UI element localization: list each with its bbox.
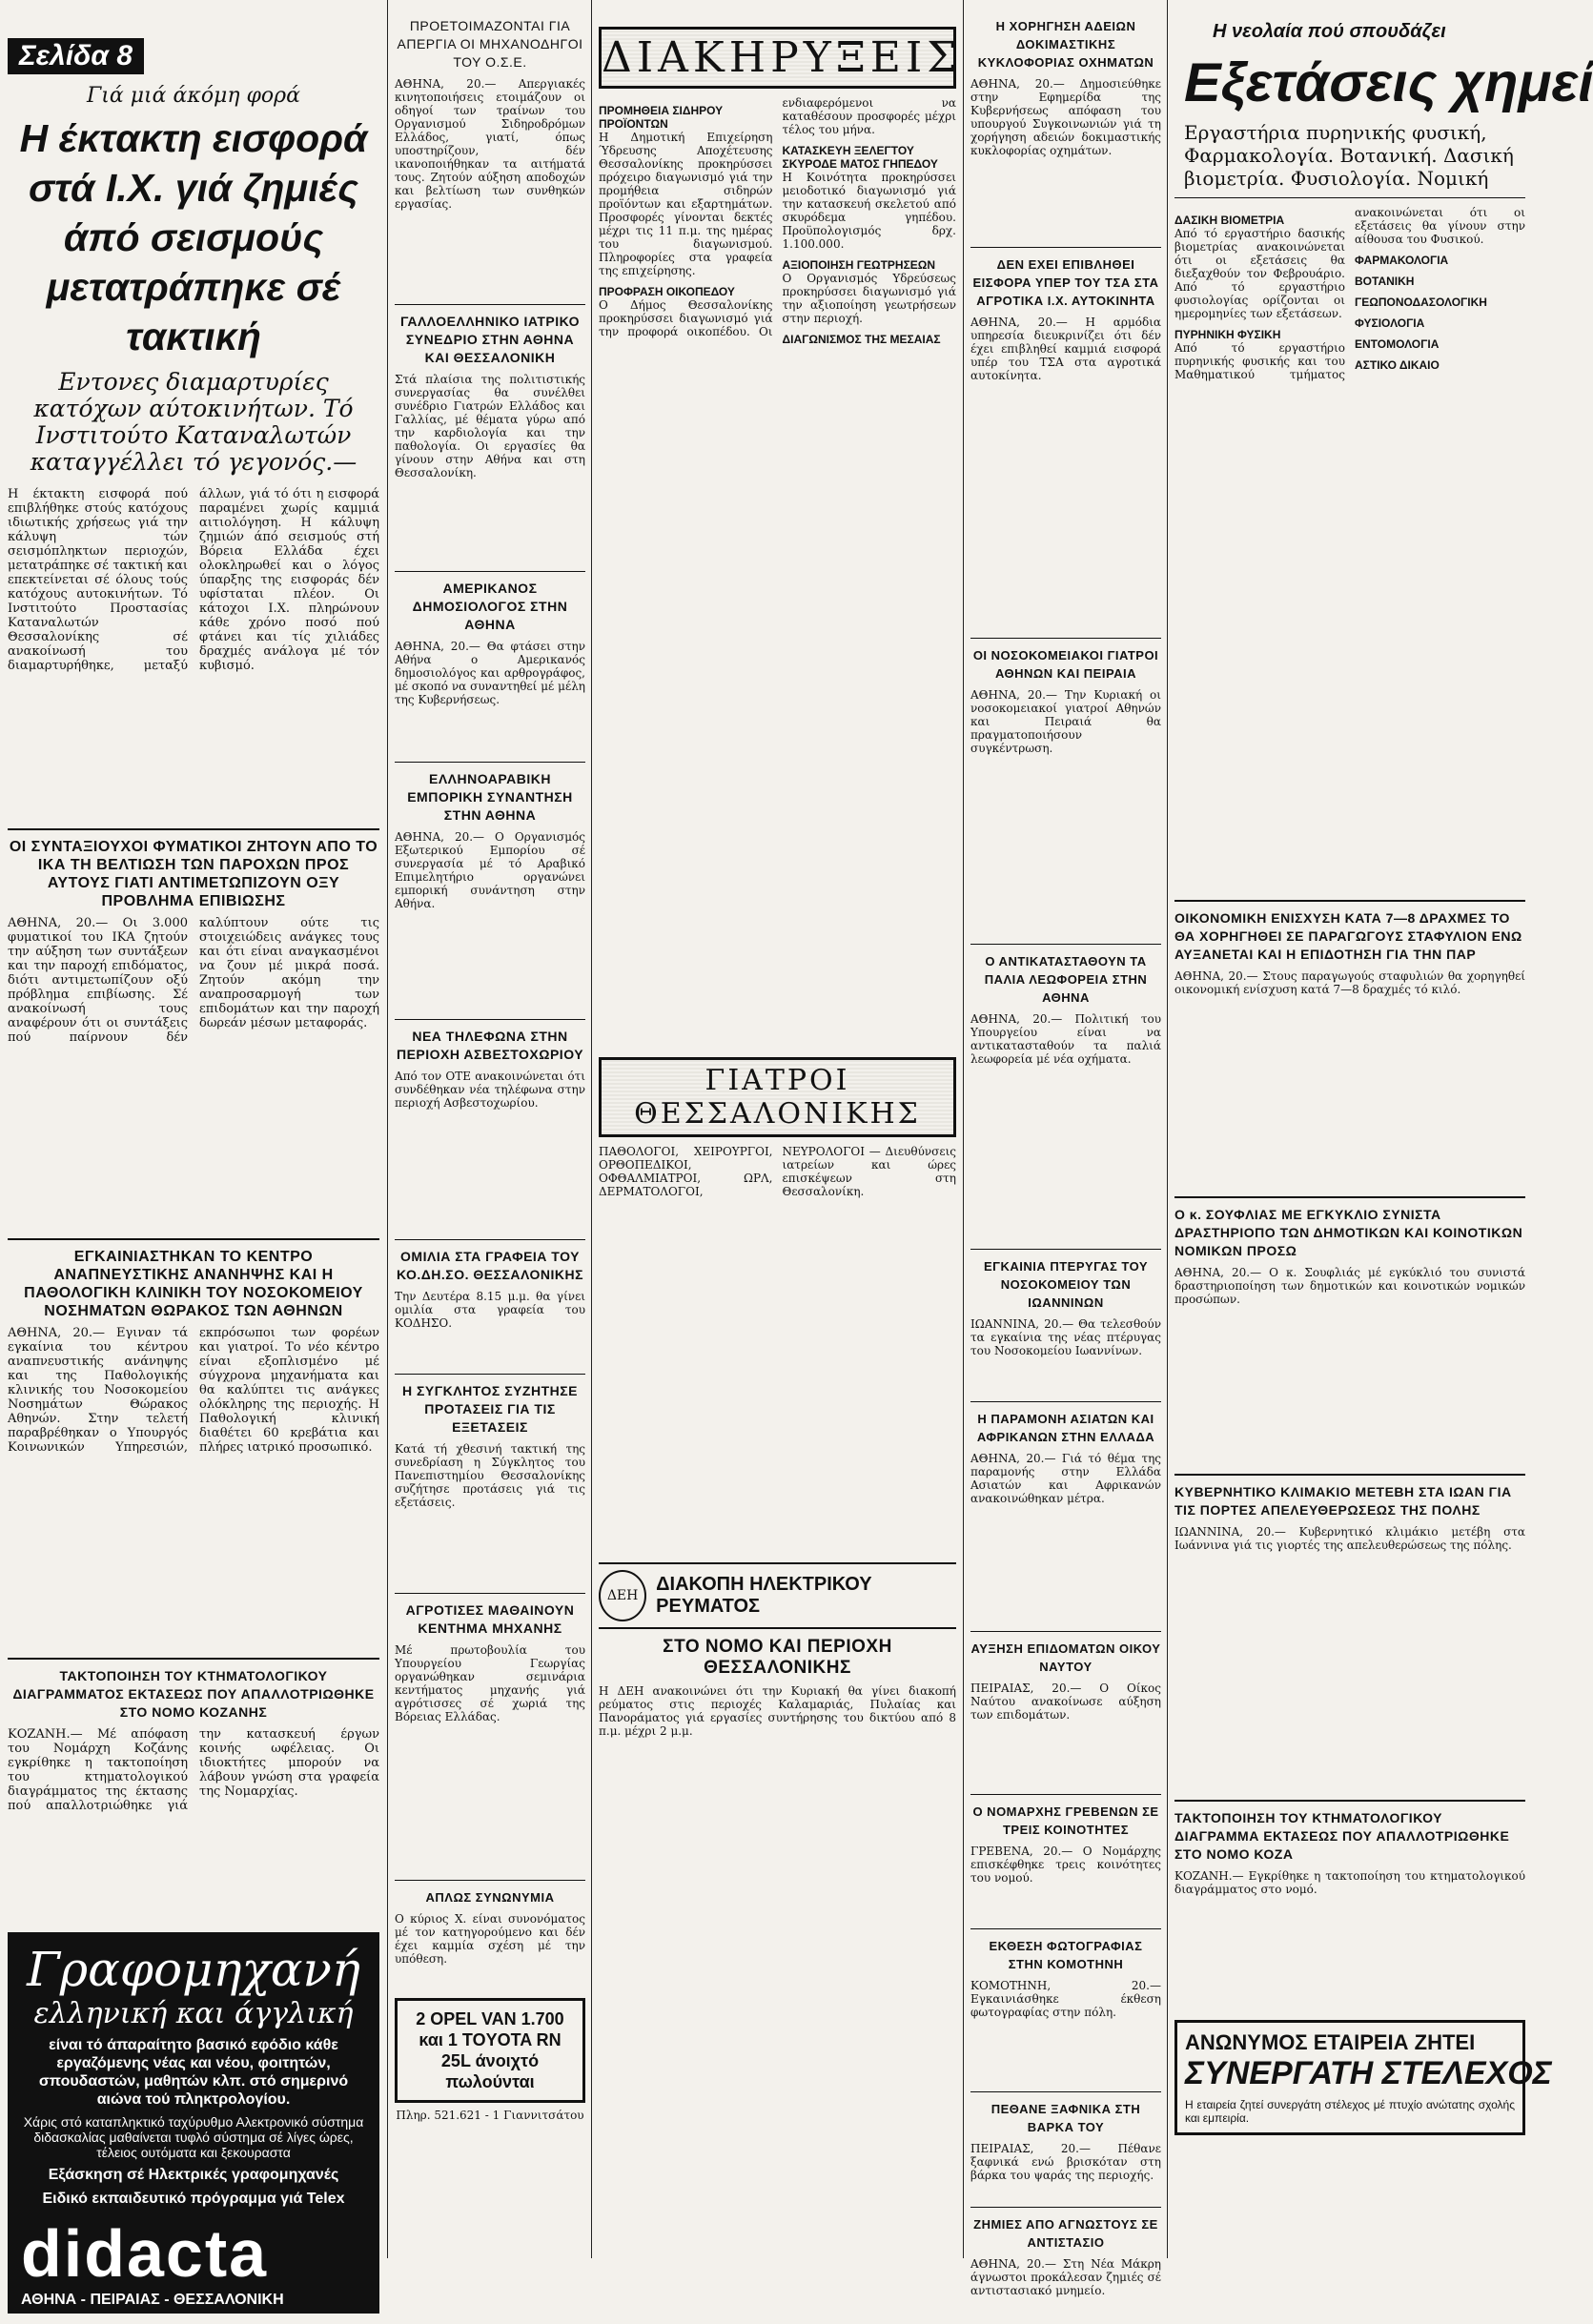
- text-stadium-frame: Η Κοινότητα προκηρύσσει μειοδοτικό διαγωνισμό γιά την κατασκευή σκελετού από σκυρόδεμα γηπέδου. Προϋπολογισμός δρχ. 1.100.000.: [782, 171, 956, 251]
- article-kozani-cadastre-2: ΚΟΖΑΝΗ.— Εγκρίθηκε η τακτοποίηση του κτηματολογικού διαγράμματος στο νομό.: [1174, 1869, 1525, 1896]
- headline-old-buses: Ο ΑΝΤΙΚΑΤΑΣΤΑΘΟΥΝ ΤΑ ΠΑΛΙΑ ΛΕΩΦΟΡΕΙΑ ΣΤΗΝ ΑΘΗΝΑ: [984, 954, 1148, 1005]
- headline-american-journalist: ΑΜΕΡΙΚΑΝΟΣ ΔΗΜΟΣΙΟΛΟΓΟΣ ΣΤΗΝ ΑΘΗΝΑ: [412, 581, 568, 632]
- opel-ad-phone: Πληρ. 521.621 - 1 Γιαννιτσάτου: [396, 2109, 584, 2122]
- lead-headline: Η έκτακτη εισφορά στά Ι.Χ. γιά ζημιές άπό σεισμούς μετατράπηκε σέ τακτική: [19, 116, 368, 358]
- article-died-boat: ΠΕΙΡΑΙΑΣ, 20.— Πέθανε ξαφνικά ενώ βρισκόταν στη βάρκα του ψαράς της περιοχής.: [970, 2142, 1161, 2182]
- article-senate-exams: Κατά τή χθεσινή τακτική της συνεδρίαση η Σύγκλητος του Πανεπιστημίου Θεσσαλονίκης συζήτησε προτάσεις γιά τις εξετάσεις.: [395, 1442, 585, 1509]
- headline-asians-africans: Η ΠΑΡΑΜΟΝΗ ΑΣΙΑΤΩΝ ΚΑΙ ΑΦΡΙΚΑΝΩΝ ΣΤΗΝ ΕΛΛΑΔΑ: [976, 1412, 1155, 1444]
- lead-body: Η έκτακτη εισφορά πού επιβλήθηκε στούς κατόχους ιδιωτικής χρήσεως γιά την κάλυψη τών σεισμόπληκτων περιοχών, μετατράπηκε σέ τακτική και επεκτείνεται σέ όλους τούς κατόχους αυτοκινήτων. Τό Ινστιτούτο Προστασίας Καταναλωτών Θεσσαλονίκης σέ ανακοίνωσή του διαμαρτυρήθηκε, μεταξύ άλλων, γιά τό ότι η εισφορά παραμένει χωρίς καμμιά αιτιολόγηση. Η κάλυψη ζημιών άπό σεισμούς στή Βόρεια Ελλάδα έχει ολοκληρωθεί και ο λόγος ύπαρξης της εισφοράς δέν υφίσταται πλέον. Οι κάτοχοι Ι.Χ. πληρώνουν κάθε χρόνο ποσό πού φτάνει και τίς χιλιάδες δραχμές ανάλογα μέ τόν κυβισμό.: [8, 487, 379, 673]
- diakirikseis-columns: [599, 96, 956, 1050]
- sub-civil-law: ΑΣΤΙΚΟ ΔΙΚΑΙΟ: [1355, 358, 1440, 372]
- headline-test-plates: Η ΧΟΡΗΓΗΣΗ ΑΔΕΙΩΝ ΔΟΚΙΜΑΣΤΙΚΗΣ ΚΥΚΛΟΦΟΡΙΑΣ ΟΧΗΜΑΤΩΝ: [977, 19, 1154, 70]
- sub-forest-biometry: ΔΑΣΙΚΗ ΒΙΟΜΕΤΡΙΑ: [1174, 214, 1285, 227]
- youth-kicker: Η νεολαία πού σπουδάζει: [1213, 21, 1446, 42]
- article-embroidery: Μέ πρωτοβουλία του Υπουργείου Γεωργίας οργανώθηκαν σεμινάρια κεντήματος μηχανής γιά αγρότισσες σέ χωριά της Βόρειας Ελλάδας.: [395, 1643, 585, 1723]
- article-greek-arab-meeting: ΑΘΗΝΑ, 20.— Ο Οργανισμός Εξωτερικού Εμπορίου σέ συνεργασία μέ τό Αραβικό Επιμελητήριο οργανώνει εμπορική συνάντηση στην Αθήνα.: [395, 830, 585, 910]
- sub-agri-forestry: ΓΕΩΠΟΝΟΔΑΣΟΛΟΓΙΚΗ: [1355, 296, 1487, 309]
- power-outage-header: [599, 1562, 956, 1629]
- article-komotini-photo: ΚΟΜΟΤΗΝΗ, 20.— Εγκαινιάσθηκε έκθεση φωτογραφίας στην πόλη.: [970, 1979, 1161, 2019]
- sub-iron-products: ΠΡΟΜΗΘΕΙΑ ΣΙΔΗΡΟΥ ΠΡΟΪΟΝΤΩΝ: [599, 104, 724, 131]
- article-namesake: Ο κύριος Χ. είναι συνονόματος μέ τον κατηγορούμενο και δέν έχει καμμία σχέση μέ την υπόθεση.: [395, 1912, 585, 1966]
- text-boreholes: Ο Οργανισμός Υδρεύσεως προκηρύσσει διαγωνισμό γιά την αξιοποίηση γεωτρήσεων στην περιοχή.: [782, 272, 956, 325]
- column-2: [395, 0, 585, 2258]
- column-5: [1174, 0, 1593, 2258]
- diakirikseis-banner: ΔΙΑΚΗΡΥΞΕΙΣ: [599, 27, 956, 89]
- headline-kodiso-talk: ΟΜΙΛΙΑ ΣΤΑ ΓΡΑΦΕΙΑ ΤΟΥ ΚΟ.ΔΗ.ΣΟ. ΘΕΣΣΑΛΟΝΙΚΗΣ: [397, 1249, 583, 1282]
- text-exams-b: Από τό εργαστήριο πυρηνικής φυσικής και του Μαθηματικού τμήματος ανακοινώνεται ότι οι εξετάσεις θα γίνουν στην αίθουσα του Φυσικού.: [1174, 206, 1525, 381]
- lead-deck: Εντονες διαμαρτυρίες κατόχων αύτοκινήτων. Τό Ινστιτούτο Καταναλωτών καταγγέλλει τό γεγονός.—: [30, 368, 357, 476]
- article-grevena-prefect: ΓΡΕΒΕΝΑ, 20.— Ο Νομάρχης επισκέφθηκε τρεις κοινότητες του νομού.: [970, 1845, 1161, 1885]
- sub-entomology: ΕΝΤΟΜΟΛΟΓΙΑ: [1355, 337, 1440, 351]
- opel-van-ad: [395, 1998, 585, 2103]
- ad-subtitle: ελληνική και άγγλική: [33, 1997, 354, 2030]
- headline-ioannina-delegation: ΚΥΒΕΡΝΗΤΙΚΟ ΚΛΙΜΑΚΙΟ ΜΕΤΕΒΗ ΣΤΑ ΙΩΑΝ ΓΙΑ ΤΙΣ ΠΟΡΤΕΣ ΑΠΕΛΕΥΘΕΡΩΣΕΩΣ ΤΗΣ ΠΟΛΗΣ: [1174, 1484, 1512, 1518]
- headline-greek-arab-meeting: ΕΛΛΗΝΟΑΡΑΒΙΚΗ ΕΜΠΟΡΙΚΗ ΣΥΝΑΝΤΗΣΗ ΣΤΗΝ ΑΘΗΝΑ: [407, 771, 573, 823]
- headline-ose-strike: ΠΡΟΕΤΟΙΜΑΖΟΝΤΑΙ ΓΙΑ ΑΠΕΡΓΙΑ ΟΙ ΜΗΧΑΝΟΔΗΓΟΙ ΤΟΥ Ο.Σ.Ε.: [397, 18, 583, 70]
- headline-grape-subsidy: ΟΙΚΟΝΟΜΙΚΗ ΕΝΙΣΧΥΣΗ ΚΑΤΑ 7—8 ΔΡΑΧΜΕΣ ΤΟ ΘΑ ΧΟΡΗΓΗΘΕΙ ΣΕ ΠΑΡΑΓΩΓΟΥΣ ΣΤΑΦΥΛΙΟΝ ΕΝΩ ΑΥΞΑΝΕΤΑΙ ΚΑΙ Η ΕΠΙΔΟΤΗΣΗ ΓΙΑ ΤΗΝ ΠΑΡ: [1174, 910, 1522, 962]
- ad-details: Χάρις στό καταπληκτικό ταχύρυθμο Αλεκτρονικό σύστημα διδασκαλίας μαθαίνεται τυφλό σύστημα σέ λίγες ώρες, τέλειος ουτόματα και ξεκουραστα: [23, 2114, 364, 2160]
- headline-souflias-circular: Ο κ. ΣΟΥΦΛΙΑΣ ΜΕ ΕΓΚΥΚΛΙΟ ΣΥΝΙΣΤΑ ΔΡΑΣΤΗΡΙΟΠΟ ΤΩΝ ΔΗΜΟΤΙΚΩΝ ΚΑΙ ΚΟΙΝΟΤΙΚΩΝ ΝΟΜΙΚΩΝ ΠΡΟΣΩ: [1174, 1207, 1523, 1258]
- doctors-list: ΠΑΘΟΛΟΓΟΙ, ΧΕΙΡΟΥΡΓΟΙ, ΟΡΘΟΠΕΔΙΚΟΙ, ΟΦΘΑΛΜΙΑΤΡΟΙ, ΩΡΛ, ΔΕΡΜΑΤΟΛΟΓΟΙ, ΝΕΥΡΟΛΟΓΟΙ — Διευθύνσεις ιατρείων και ώρες επισκέψεων στη Θεσσαλονίκη.: [599, 1145, 956, 1198]
- article-old-buses: ΑΘΗΝΑ, 20.— Πολιτική του Υπουργείου είναι να αντικατασταθούν τα παλιά λεωφορεία μέ νέα οχήματα.: [970, 1012, 1161, 1066]
- column-1: [8, 0, 379, 2308]
- headline-died-boat: ΠΕΘΑΝΕ ΞΑΦΝΙΚΑ ΣΤΗ ΒΑΡΚΑ ΤΟΥ: [991, 2102, 1141, 2134]
- doctors-banner: ΓΙΑΤΡΟΙ ΘΕΣΣΑΛΟΝΙΚΗΣ: [599, 1057, 956, 1137]
- sub-botany: ΒΟΤΑΝΙΚΗ: [1355, 275, 1415, 288]
- sub-pharmacology: ΦΑΡΜΑΚΟΛΟΓΙΑ: [1355, 254, 1449, 267]
- sub-nuclear-physics: ΠΥΡΗΝΙΚΗ ΦΥΣΙΚΗ: [1174, 328, 1281, 341]
- typewriter-ad: [8, 1932, 379, 2314]
- article-ioannina-wing: ΙΩΑΝΝΙΝΑ, 20.— Θα τελεσθούν τα εγκαίνια της νέας πτέρυγας του Νοσοκομείου Ιωαννίνων.: [970, 1317, 1161, 1357]
- headline-kozani-cadastre-2: ΤΑΚΤΟΠΟΙΗΣΗ ΤΟΥ ΚΤΗΜΑΤΟΛΟΓΙΚΟΥ ΔΙΑΓΡΑΜΜΑ ΕΚΤΑΣΕΩΣ ΠΟΥ ΑΠΑΛΛΟΤΡΙΩΘΗΚΕ ΣΤΟ ΝΟΜΟ ΚΟΖΑ: [1174, 1810, 1510, 1862]
- headline-embroidery: ΑΓΡΟΤΙΣΕΣ ΜΑΘΑΙΝΟΥΝ ΚΕΝΤΗΜΑ ΜΗΧΑΝΗΣ: [405, 1602, 575, 1636]
- article-souflias-circular: ΑΘΗΝΑ, 20.— Ο κ. Σουφλιάς μέ εγκύκλιό του συνιστά δραστηριοποίηση των δημοτικών και κοινοτικών νομικών προσώπων.: [1174, 1266, 1525, 1306]
- opel-ad-text: 2 OPEL VAN 1.700 και 1 TOYOTA RN 25L άνοιχτό πωλούνται: [416, 2009, 564, 2091]
- article-kicker: Γιά μιά άκόμη φορά: [87, 84, 300, 108]
- company-ad: [1174, 2020, 1552, 2135]
- ad-title: Γραφομηχανή: [27, 1942, 360, 1997]
- sub-boreholes: ΑΞΙΟΠΟΙΗΣΗ ΓΕΩΤΡΗΣΕΩΝ: [782, 258, 936, 272]
- article-hospital-doctors: ΑΘΗΝΑ, 20.— Την Κυριακή οι νοσοκομειακοί γιατροί Αθηνών και Πειραιά θα πραγματοποιήσουν συγκέντρωση.: [970, 688, 1161, 755]
- power-outage-title: ΔΙΑΚΟΠΗ ΗΛΕΚΤΡΙΚΟΥ ΡΕΥΜΑΤΟΣ: [656, 1574, 872, 1617]
- sub-media-contest: ΔΙΑΓΩΝΙΣΜΟΣ ΤΗΣ ΜΕΣΑΙΑΣ: [782, 333, 941, 346]
- headline-senate-exams: Η ΣΥΓΚΛΗΤΟΣ ΣΥΖΗΤΗΣΕ ΠΡΟΤΑΣΕΙΣ ΓΙΑ ΤΙΣ ΕΞΕΤΑΣΕΙΣ: [402, 1383, 578, 1435]
- company-ad-title: ΑΝΩΝΥΜΟΣ ΕΤΑΙΡΕΙΑ ΖΗΤΕΙ: [1185, 2030, 1476, 2054]
- article-kozani-cadastre: ΚΟΖΑΝΗ.— Μέ απόφαση του Νομάρχη Κοζάνης εγκρίθηκε η τακτοποίηση του κτηματολογικού διαγράμματος της έκτασης πού απαλλοτριώθηκε γιά την κατασκευή έργων κοινής ωφέλειας. Οι ιδιοκτήτες μπορούν να λάβουν γνώση στα γραφεία της Νομαρχίας.: [8, 1727, 379, 1813]
- text-iron-products: Η Δημοτική Επιχείρηση Ύδρευσης Αποχέτευσης Θεσσαλονίκης προκηρύσσει πρόχειρο διαγωνισμό γιά την προμήθεια σιδηρών προϊόντων και εξαρτημάτων. Προσφορές γίνονται δεκτές μέχρι τις 11 π.μ. της ημέρας του διαγωνισμού. Πληροφορίες στα γραφεία της επιχείρησης.: [599, 131, 773, 277]
- article-tsa-levy: ΑΘΗΝΑ, 20.— Η αρμόδια υπηρεσία διευκρινίζει ότι δέν έχει επιβληθεί καμμιά εισφορά υπέρ του ΤΣΑ στα αγροτικά αυτοκίνητα.: [970, 316, 1161, 382]
- article-american-journalist: ΑΘΗΝΑ, 20.— Θα φτάσει στην Αθήνα ο Αμερικανός δημοσιολόγος και αρθρογράφος, μέ σκοπό να συναντηθεί μέ μέλη της Κυβερνήσεως.: [395, 640, 585, 706]
- headline-medical-congress: ΓΑΛΛΟΕΛΛΗΝΙΚΟ ΙΑΤΡΙΚΟ ΣΥΝΕΔΡΙΟ ΣΤΗΝ ΑΘΗΝΑ ΚΑΙ ΘΕΣΣΑΛΟΝΙΚΗ: [399, 314, 581, 365]
- exams-columns: [1174, 206, 1525, 892]
- headline-ioannina-wing: ΕΓΚΑΙΝΙΑ ΠΤΕΡΥΓΑΣ ΤΟΥ ΝΟΣΟΚΟΜΕΙΟΥ ΤΩΝ ΙΩΑΝΝΙΝΩΝ: [983, 1259, 1149, 1310]
- ad-bullet-2: Ειδικό εκπαιδευτικό πρόγραμμα γιά Telex: [42, 2191, 345, 2207]
- exams-deck: Εργαστήρια πυρηνικής φυσική, Φαρμακολογία. Βοτανική. Δασική βιομετρία. Φυσιολογία. Νομική: [1184, 121, 1514, 190]
- article-kodiso-talk: Την Δευτέρα 8.15 μ.μ. θα γίνει ομιλία στα γραφεία του ΚΟΔΗΣΟ.: [395, 1290, 585, 1330]
- exams-title: Εξετάσεις χημεί: [1184, 51, 1593, 113]
- headline-komotini-photo: ΕΚΘΕΣΗ ΦΩΤΟΓΡΑΦΙΑΣ ΣΤΗΝ ΚΟΜΟΤΗΝΗ: [989, 1939, 1143, 1971]
- article-ose-strike: ΑΘΗΝΑ, 20.— Απεργιακές κινητοποιήσεις ετοιμάζουν οι οδηγοί των τραίνων του Οργανισμού Σιδηροδρόμων Ελλάδος, γιατί, όπως υποστηρίζουν, δέν ικανοποιήθηκαν τα αιτήματά τους. Ζητούν αύξηση αποδοχών και βελτίωση των συνθηκών εργασίας.: [395, 77, 585, 211]
- column-4: [970, 0, 1161, 2297]
- article-tb-pensioners: ΑΘΗΝΑ, 20.— Οι 3.000 φυματικοί του ΙΚΑ ζητούν την αύξηση των συντάξεων και την παροχή επιδόματος, διότι αντιμετωπίζουν οξύ πρόβλημα επιβίωσης. Σέ ανακοίνωσή τους αναφέρουν ότι οι συντάξεις πού παίρνουν δέν καλύπτουν ούτε τις στοιχειώδεις ανάγκες τους και ότι είναι αναγκασμένοι να ζουν μέ μικρά ποσά. Ζητούν ακόμη την αναπροσαρμογή των επιδομάτων και την παροχή δωρεάν μέσων μεταφοράς.: [8, 916, 379, 1045]
- article-medical-congress: Στά πλαίσια της πολιτιστικής συνεργασίας θα συνέλθει συνέδριο Γιατρών Ελλάδος και Γαλλίας, μέ θέματα γύρω από την καρδιολογία και την παθολογία. Οι εργασίες θα γίνουν στην Αθήνα και στη Θεσσαλονίκη.: [395, 373, 585, 479]
- headline-monument-damage: ΖΗΜΙΕΣ ΑΠΟ ΑΓΝΩΣΤΟΥΣ ΣΕ ΑΝΤΙΣΤΑΣΙΟ: [973, 2217, 1158, 2250]
- headline-respiratory-center: ΕΓΚΑΙΝΙΑΣΤΗΚΑΝ ΤΟ ΚΕΝΤΡΟ ΑΝΑΠΝΕΥΣΤΙΚΗΣ ΑΝΑΝΗΨΗΣ ΚΑΙ Η ΠΑΘΟΛΟΓΙΚΗ ΚΛΙΝΙΚΗ ΤΟΥ ΝΟΣΟΚΟΜΕΙΟΥ ΝΟΣΗΜΑΤΩΝ ΘΩΡΑΚΟΣ ΤΩΝ ΑΘΗΝΩΝ: [24, 1249, 363, 1319]
- headline-new-phones: ΝΕΑ ΤΗΛΕΦΩΝΑ ΣΤΗΝ ΠΕΡΙΟΧΗ ΑΣΒΕΣΤΟΧΩΡΙΟΥ: [396, 1029, 584, 1062]
- column-3: [599, 0, 962, 2258]
- headline-kozani-cadastre: ΤΑΚΤΟΠΟΙΗΣΗ ΤΟΥ ΚΤΗΜΑΤΟΛΟΓΙΚΟΥ ΔΙΑΓΡΑΜΜΑΤΟΣ ΕΚΤΑΣΕΩΣ ΠΟΥ ΑΠΑΛΛΟΤΡΙΩΘΗΚΕ ΣΤΟ ΝΟΜΟ ΚΟΖΑΝΗΣ: [12, 1668, 375, 1720]
- headline-tsa-levy: ΔΕΝ ΕΧΕΙ ΕΠΙΒΛΗΘΕΙ ΕΙΣΦΟΡΑ ΥΠΕΡ ΤΟΥ ΤΣΑ ΣΤΑ ΑΓΡΟΤΙΚΑ Ι.Χ. ΑΥΤΟΚΙΝΗΤΑ: [972, 257, 1159, 308]
- article-asians-africans: ΑΘΗΝΑ, 20.— Γιά τό θέμα της παραμονής στην Ελλάδα Ασιατών και Αφρικανών ανακοινώθηκαν μέτρα.: [970, 1452, 1161, 1505]
- company-ad-subtitle: ΣΥΝΕΡΓΑΤΗ ΣΤΕΛΕΧΟΣ: [1185, 2055, 1552, 2091]
- article-seaman-allowance: ΠΕΙΡΑΙΑΣ, 20.— Ο Οίκος Ναύτου ανακοίνωσε αύξηση των επιδομάτων.: [970, 1682, 1161, 1722]
- article-respiratory-center: ΑΘΗΝΑ, 20.— Εγιναν τά εγκαίνια του κέντρου αναπνευστικής ανάνηψης και της Παθολογικής κλινικής του Νοσοκομείου Νοσημάτων Θώρακος Αθηνών. Στην τελετή παραβρέθηκαν ο Υπουργός Κοινωνικών Υπηρεσιών, εκπρόσωποι των φορέων και γιατροί. Το νέο κέντρο είναι εξοπλισμένο μέ σύγχρονα μηχανήματα και θα καλύπτει τις ανάγκες ολόκληρης της περιοχής. Η Παθολογική κλινική διαθέτει 60 κρεβάτια και πλήρες ιατρικό προσωπικό.: [8, 1326, 379, 1455]
- headline-namesake: ΑΠΛΩΣ ΣΥΝΩΝΥΜΙΑ: [425, 1890, 555, 1905]
- article-ioannina-delegation: ΙΩΑΝΝΙΝΑ, 20.— Κυβερνητικό κλιμάκιο μετέβη στα Ιωάννινα γιά τις γιορτές της απελευθερώσεως της πόλης.: [1174, 1525, 1525, 1552]
- sub-stadium-frame: ΚΑΤΑΣΚΕΥΗ ΞΕΛΕΓΤΟΥ ΣΚΥΡΟΔΕ ΜΑΤΟΣ ΓΗΠΕΔΟΥ: [782, 144, 938, 171]
- ad-bullet-1: Εξάσκηση σέ Ηλεκτρικές γραφομηχανές: [48, 2167, 339, 2183]
- headline-grevena-prefect: Ο ΝΟΜΑΡΧΗΣ ΓΡΕΒΕΝΩΝ ΣΕ ΤΡΕΙΣ ΚΟΙΝΟΤΗΤΕΣ: [972, 1804, 1159, 1837]
- article-grape-subsidy: ΑΘΗΝΑ, 20.— Στους παραγωγούς σταφυλιών θα χορηγηθεί οικονομική ενίσχυση κατά 7—8 δραχμές τό κιλό.: [1174, 969, 1525, 996]
- article-test-plates: ΑΘΗΝΑ, 20.— Δημοσιεύθηκε στην Εφημερίδα της Κυβερνήσεως απόφαση του υπουργού Συγκοινωνιών γιά τη χορήγηση αδειών δοκιμαστικής κυκλοφορίας οχημάτων.: [970, 77, 1161, 157]
- power-outage-headline: ΣΤΟ ΝΟΜΟ ΚΑΙ ΠΕΡΙΟΧΗ ΘΕΣΣΑΛΟΝΙΚΗΣ: [663, 1637, 892, 1678]
- article-new-phones: Από τον ΟΤΕ ανακοινώνεται ότι συνδέθηκαν νέα τηλέφωνα στην περιοχή Ασβεστοχωρίου.: [395, 1070, 585, 1110]
- sub-plot-offer: ΠΡΟΦΡΑΣΗ ΟΙΚΟΠΕΔΟΥ: [599, 285, 735, 298]
- headline-hospital-doctors: ΟΙ ΝΟΣΟΚΟΜΕΙΑΚΟΙ ΓΙΑΤΡΟΙ ΑΘΗΝΩΝ ΚΑΙ ΠΕΙΡΑΙΑ: [972, 648, 1159, 681]
- sub-physiology: ΦΥΣΙΟΛΟΓΙΑ: [1355, 316, 1425, 330]
- company-ad-body: Η εταιρεία ζητεί συνεργάτη στέλεχος μέ πτυχίο ανώτατης σχολής και εμπειρία.: [1185, 2098, 1515, 2125]
- power-outage-body: Η ΔΕΗ ανακοινώνει ότι την Κυριακή θα γίνει διακοπή ρεύματος στις περιοχές Καλαμαριάς, Πυλαίας και Πανοράματος γιά εργασίες συντήρησης του δικτύου από 8 π.μ. μέχρι 2 μ.μ.: [599, 1684, 956, 1738]
- headline-seaman-allowance: ΑΥΞΗΣΗ ΕΠΙΔΟΜΑΤΩΝ ΟΙΚΟΥ ΝΑΥΤΟΥ: [970, 1641, 1161, 1674]
- text-plot-offer: Ο Δήμος Θεσσαλονίκης προκηρύσσει διαγωνισμό γιά την προφορά οικοπέδου. Οι ενδιαφερόμενοι να καταθέσουν προσφορές μέχρι τέλος του μήνα.: [599, 96, 956, 338]
- didacta-logo: didacta: [21, 2216, 269, 2291]
- ad-cities: ΑΘΗΝΑ - ΠΕΙΡΑΙΑΣ - ΘΕΣΣΑΛΟΝΙΚΗ: [21, 2292, 284, 2308]
- dei-logo: ΔΕΗ: [599, 1570, 646, 1621]
- headline-tb-pensioners: ΟΙ ΣΥΝΤΑΞΙΟΥΧΟΙ ΦΥΜΑΤΙΚΟΙ ΖΗΤΟΥΝ ΑΠΟ ΤΟ ΙΚΑ ΤΗ ΒΕΛΤΙΩΣΗ ΤΩΝ ΠΑΡΟΧΩΝ ΠΡΟΣ ΑΥΤΟΥΣ ΓΙΑΤΙ ΑΝΤΙΜΕΤΩΠΙΖΟΥΝ ΟΞΥ ΠΡΟΒΛΗΜΑ ΕΠΙΒΙΩΣΗΣ: [9, 839, 378, 909]
- ad-pitch: είναι τό άπαραίτητο βασικό εφόδιο κάθε εργαζόμενης νέας και νέου, φοιτητών, σπουδαστών, μαθητών κλπ. στό σημερινό αιώνα τού πληκτρολογίου.: [38, 2037, 349, 2108]
- page-number-badge: Σελίδα 8: [8, 38, 144, 74]
- text-exams-a: Από τό εργαστήριο δασικής βιομετρίας ανακοινώνεται ότι οι εξετάσεις θα διεξαχθούν τον Φεβρουάριο. Από τό εργαστήριο φυσιολογίας ορίζονται οι ημερομηνίες των εξετάσεων.: [1174, 227, 1345, 320]
- article-monument-damage: ΑΘΗΝΑ, 20.— Στη Νέα Μάκρη άγνωστοι προκάλεσαν ζημιές σέ αντιστασιακό μνημείο.: [970, 2257, 1161, 2297]
